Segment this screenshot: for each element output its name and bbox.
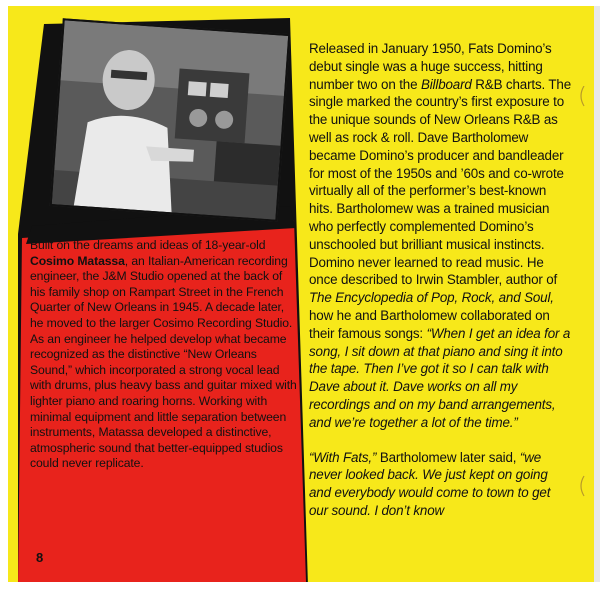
- engineer-photo: [50, 18, 291, 221]
- page-number: 8: [36, 550, 44, 565]
- p2-text: Bartholomew later said,: [376, 449, 520, 465]
- staple-binding: [576, 86, 586, 506]
- page-edge-shadow: [594, 6, 600, 582]
- billboard-title: Billboard: [420, 76, 472, 92]
- fats-domino-article: [309, 40, 571, 520]
- bartholomew-quote-start: “With Fats,”: [309, 449, 377, 465]
- article-paragraph-1: [309, 40, 571, 432]
- engineer-photo-illustration: [52, 20, 288, 219]
- cosimo-matassa-name: Cosimo Matassa: [30, 253, 125, 268]
- p1-text-b: R&B charts. The single marked the country’s first exposure to the unique sounds of New Orleans R&B as well as rock & roll. Dave Bartholomew became Domino’s producer and bandleader for most of the 1950s and ’60s and co-wrote virtually all of the performer’s best-known hits. Bartholomew was a trained musician who perfectly complemented Domino’s unschooled but brilliant musical instincts. Domino never learned to read music. He once described to Irwin Stambler, author of: [309, 76, 572, 288]
- p1-text-c: how he and Bartholomew collaborated on their famous songs:: [309, 307, 550, 341]
- booklet-page: [8, 6, 594, 582]
- paragraph-gap: [309, 432, 571, 449]
- cosimo-matassa-paragraph: [30, 238, 298, 472]
- encyclopedia-title: The Encyclopedia of Pop, Rock, and Soul,: [309, 290, 554, 306]
- left-intro-text: Built on the dreams and ideas of 18-year-old: [30, 238, 266, 252]
- domino-quote: “When I get an idea for a song, I sit down at that piano and sing it into the tape. Then I’ve got it so I can talk with Dave about it. Dave works on all my recordings and on my band arrangements, and we’re together a lot of the time.”: [309, 325, 571, 430]
- left-body-text: , an Italian-American recording engineer, the J&M Studio opened at the back of his family shop on Rampart Street in the French Quarter of New Orleans in 1945. A decade later, he moved to the larger Cosimo Recording Studio. As an engineer he helped develop what became recognized as the distinctive “New Orleans Sound,” which incorporated a strong vocal lead with drums, plus heavy bass and guitar mixed with lighter piano and roaring horns. Working with minimal equipment and little separation between instruments, Matassa developed a distinctive, atmospheric sound that better-equipped studios could never replicate.: [30, 253, 297, 471]
- bartholomew-quote-end: “we never looked back. We just kept on going and everybody would come to town to get our sound. I don’t know: [309, 449, 551, 518]
- article-paragraph-2: [309, 449, 571, 520]
- p1-text-a: Released in January 1950, Fats Domino’s debut single was a huge success, hitting number two on the: [309, 41, 552, 92]
